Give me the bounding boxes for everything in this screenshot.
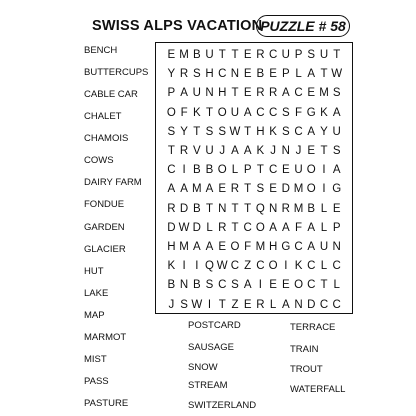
grid-letter: C <box>268 106 278 119</box>
grid-letter: R <box>268 87 278 100</box>
grid-letter: S <box>231 279 239 292</box>
grid-letter: Q <box>205 260 214 273</box>
grid-letter: A <box>231 145 239 157</box>
grid-letter: F <box>295 106 303 119</box>
grid-letter: T <box>320 279 328 292</box>
grid-letter: T <box>231 87 239 100</box>
grid-letter: L <box>269 298 277 311</box>
grid-letter: N <box>268 202 278 215</box>
grid-letter: J <box>168 298 175 311</box>
word-list-item: FONDUE <box>84 199 125 210</box>
grid-letter: C <box>218 279 227 292</box>
grid-letter: R <box>230 183 240 196</box>
grid-letter: T <box>193 125 201 138</box>
grid-letter: H <box>256 125 265 138</box>
grid-letter: S <box>192 68 201 81</box>
grid-letter: B <box>192 164 201 177</box>
grid-letter: A <box>281 298 290 311</box>
grid-letter: A <box>180 183 188 196</box>
grid-letter: F <box>180 106 188 119</box>
grid-letter: C <box>294 125 303 138</box>
grid-letter: Q <box>255 202 265 215</box>
grid-letter: H <box>268 241 278 253</box>
grid-row <box>156 64 352 84</box>
grid-letter: P <box>167 87 176 100</box>
grid-letter: N <box>332 241 341 253</box>
grid-letter: T <box>320 145 328 157</box>
grid-letter: E <box>332 202 341 215</box>
word-list-item: BENCH <box>84 45 118 56</box>
grid-letter: E <box>218 183 227 196</box>
grid-letter: S <box>167 125 176 138</box>
grid-letter: D <box>179 202 189 215</box>
grid-letter: H <box>167 241 176 253</box>
grid-letter: U <box>319 241 329 253</box>
grid-letter: U <box>294 164 303 177</box>
grid-letter: S <box>180 298 188 311</box>
grid-letter: O <box>166 106 176 119</box>
grid-letter: I <box>182 164 186 177</box>
grid-letter: U <box>230 106 240 119</box>
grid-letter: L <box>333 279 340 292</box>
grid-letter: C <box>332 298 341 311</box>
grid-row <box>156 83 352 103</box>
word-list-item: PASS <box>84 376 109 387</box>
grid-letter: E <box>281 279 290 292</box>
grid-letter: M <box>293 183 304 196</box>
grid-letter: K <box>269 125 277 138</box>
grid-letter: T <box>320 68 328 81</box>
word-list-item: CABLE CAR <box>84 89 138 100</box>
grid-letter: I <box>284 260 288 273</box>
grid-letter: N <box>205 87 214 100</box>
grid-row <box>156 256 352 276</box>
grid-letter: E <box>243 298 252 311</box>
grid-letter: B <box>205 164 214 177</box>
grid-row <box>156 218 352 238</box>
grid-letter: P <box>243 164 252 177</box>
word-list-item: GARDEN <box>84 222 125 233</box>
grid-letter: I <box>322 183 326 196</box>
grid-letter: O <box>306 183 316 196</box>
word-list-item: SWITZERLAND <box>188 400 257 411</box>
grid-letter: W <box>178 221 190 234</box>
grid-letter: T <box>244 125 252 138</box>
grid-letter: E <box>307 145 316 157</box>
grid-letter: E <box>167 49 176 61</box>
grid-letter: C <box>294 87 303 100</box>
grid-letter: A <box>180 87 188 100</box>
grid-letter: U <box>205 145 214 157</box>
grid-letter: S <box>307 49 316 61</box>
grid-letter: C <box>167 164 176 177</box>
grid-letter: O <box>217 164 227 177</box>
grid-letter: B <box>192 279 201 292</box>
grid-letter: B <box>307 202 316 215</box>
grid-letter: L <box>295 68 302 81</box>
grid-letter: P <box>294 49 303 61</box>
grid-row <box>156 237 352 257</box>
word-list-item: POSTCARD <box>188 320 241 331</box>
word-list-item: TRAIN <box>290 344 319 355</box>
grid-letter: L <box>320 202 328 215</box>
grid-letter: T <box>206 106 214 119</box>
grid-letter: P <box>281 68 290 81</box>
grid-letter: K <box>256 145 265 157</box>
word-list-item: MARMOT <box>84 332 127 343</box>
grid-row <box>156 179 352 199</box>
grid-letter: R <box>256 49 265 61</box>
grid-letter: O <box>294 279 304 292</box>
grid-letter: S <box>205 279 214 292</box>
grid-letter: L <box>320 260 328 273</box>
grid-letter: R <box>256 87 265 100</box>
grid-letter: A <box>205 241 214 253</box>
grid-letter: S <box>205 125 214 138</box>
grid-letter: L <box>320 221 328 234</box>
grid-letter: T <box>218 298 226 311</box>
grid-row <box>156 275 352 295</box>
grid-letter: J <box>219 145 226 157</box>
word-list-item: GLACIER <box>84 244 126 255</box>
grid-letter: O <box>306 164 316 177</box>
grid-letter: O <box>230 241 240 253</box>
grid-letter: R <box>179 68 189 81</box>
grid-letter: C <box>218 68 227 81</box>
grid-letter: F <box>295 221 303 234</box>
grid-letter: C <box>256 106 265 119</box>
word-list-item: MAP <box>84 310 105 321</box>
grid-letter: E <box>243 68 252 81</box>
grid-letter: M <box>179 241 189 253</box>
grid-letter: J <box>270 145 276 157</box>
grid-letter: K <box>294 260 303 273</box>
grid-letter: I <box>182 260 186 273</box>
grid-letter: N <box>230 68 240 81</box>
grid-letter: H <box>205 68 214 81</box>
grid-letter: A <box>307 125 316 138</box>
grid-row <box>156 122 352 142</box>
grid-row <box>156 45 352 65</box>
word-list-item: CHAMOIS <box>84 133 129 144</box>
grid-letter: P <box>332 221 341 234</box>
grid-letter: U <box>281 49 290 61</box>
word-list-item: LAKE <box>84 288 109 299</box>
grid-letter: T <box>333 49 341 61</box>
grid-letter: T <box>231 202 239 215</box>
grid-letter: E <box>281 164 290 177</box>
grid-letter: F <box>244 241 252 253</box>
grid-letter: C <box>256 260 265 273</box>
grid-letter: A <box>281 87 290 100</box>
grid-letter: S <box>332 87 341 100</box>
grid-letter: O <box>217 106 227 119</box>
word-list-item: DAIRY FARM <box>84 177 142 188</box>
grid-letter: O <box>268 260 278 273</box>
grid-letter: T <box>256 164 264 177</box>
word-list-item: TROUT <box>290 364 323 375</box>
grid-letter: M <box>192 183 202 196</box>
grid-letter: A <box>205 183 214 196</box>
grid-letter: A <box>243 279 252 292</box>
grid-letter: S <box>256 183 265 196</box>
grid-letter: W <box>331 68 343 81</box>
grid-letter: R <box>281 202 290 215</box>
grid-letter: U <box>332 125 341 138</box>
grid-letter: R <box>256 298 265 311</box>
grid-letter: E <box>269 279 277 292</box>
grid-letter: B <box>192 49 201 61</box>
grid-letter: N <box>179 279 189 292</box>
grid-letter: A <box>167 183 176 196</box>
grid-letter: B <box>167 279 176 292</box>
grid-letter: A <box>269 221 277 234</box>
grid-letter: I <box>258 279 262 292</box>
grid-letter: A <box>307 68 316 81</box>
grid-letter: M <box>179 49 189 61</box>
grid-letter: N <box>218 202 227 215</box>
word-list-item: SAUSAGE <box>188 342 234 353</box>
grid-letter: J <box>295 145 302 157</box>
grid-letter: L <box>231 164 239 177</box>
grid-letter: M <box>255 241 266 253</box>
grid-letter: T <box>231 49 239 61</box>
word-list-item: MIST <box>84 354 107 365</box>
grid-letter: S <box>218 125 227 138</box>
grid-letter: E <box>218 241 227 253</box>
grid-letter: W <box>191 298 203 311</box>
grid-letter: R <box>218 221 227 234</box>
grid-letter: G <box>306 106 316 119</box>
grid-letter: N <box>281 145 290 157</box>
grid-letter: D <box>192 221 201 234</box>
grid-letter: U <box>192 87 201 100</box>
grid-letter: A <box>243 106 252 119</box>
grid-letter: S <box>281 125 290 138</box>
grid-letter: C <box>243 221 252 234</box>
grid-letter: K <box>320 106 328 119</box>
grid-letter: I <box>195 260 199 273</box>
grid-letter: D <box>307 298 316 311</box>
grid-letter: E <box>243 87 252 100</box>
grid-letter: T <box>206 202 214 215</box>
grid-row <box>156 160 352 180</box>
grid-letter: I <box>207 298 212 311</box>
word-list-item: PASTURE <box>84 398 129 409</box>
grid-letter: C <box>332 260 341 273</box>
grid-letter: C <box>230 260 240 273</box>
grid-letter: D <box>167 221 176 234</box>
grid-letter: V <box>192 145 201 157</box>
grid-letter: W <box>229 125 241 138</box>
grid-letter: B <box>192 202 201 215</box>
grid-letter: C <box>268 49 278 61</box>
grid-letter: A <box>243 145 252 157</box>
grid-row <box>156 141 352 161</box>
grid-letter: C <box>319 298 329 311</box>
grid-letter: W <box>216 260 228 273</box>
grid-letter: T <box>244 202 252 215</box>
grid-letter: T <box>167 145 175 157</box>
grid-letter: T <box>218 49 226 61</box>
grid-letter: O <box>255 221 265 234</box>
grid-letter: D <box>281 183 290 196</box>
grid-letter: A <box>332 106 341 119</box>
word-list-item: COWS <box>84 155 114 166</box>
grid-letter: S <box>332 145 341 157</box>
letter-grid <box>155 42 353 314</box>
grid-letter: I <box>322 164 326 177</box>
grid-row <box>156 199 352 219</box>
grid-letter: T <box>244 183 252 196</box>
grid-letter: K <box>192 106 201 119</box>
grid-letter: N <box>294 298 303 311</box>
grid-letter: A <box>281 221 290 234</box>
grid-letter: C <box>307 279 316 292</box>
grid-letter: A <box>307 241 316 253</box>
word-list-item: BUTTERCUPS <box>84 67 149 78</box>
grid-letter: M <box>293 202 304 215</box>
grid-letter: E <box>307 87 316 100</box>
grid-letter: K <box>167 260 176 273</box>
grid-row <box>156 103 352 123</box>
puzzle-number-badge: PUZZLE # 58 <box>256 15 350 37</box>
grid-letter: U <box>319 49 329 61</box>
grid-letter: T <box>231 221 239 234</box>
grid-letter: Z <box>231 298 239 311</box>
grid-letter: B <box>256 68 265 81</box>
grid-letter: Y <box>167 68 176 81</box>
grid-letter: A <box>332 164 341 177</box>
grid-letter: E <box>243 49 252 61</box>
grid-letter: Y <box>320 125 328 138</box>
word-list-item: TERRACE <box>290 322 336 333</box>
grid-letter: L <box>206 221 213 234</box>
grid-letter: M <box>319 87 329 100</box>
grid-letter: R <box>167 202 176 215</box>
word-list-item: SNOW <box>188 362 218 373</box>
grid-letter: E <box>269 183 277 196</box>
grid-letter: R <box>179 145 189 157</box>
grid-letter: H <box>218 87 227 100</box>
grid-letter: C <box>294 241 303 253</box>
grid-row <box>156 295 352 315</box>
grid-letter: G <box>281 241 291 253</box>
word-list-item: WATERFALL <box>290 384 346 395</box>
word-list-item: HUT <box>84 266 104 277</box>
grid-letter: A <box>307 221 316 234</box>
word-list-item: STREAM <box>188 380 228 391</box>
word-list-item: CHALET <box>84 111 122 122</box>
grid-letter: Y <box>180 125 188 138</box>
grid-letter: E <box>269 68 277 81</box>
puzzle-title: SWISS ALPS VACATION <box>92 18 263 34</box>
grid-letter: G <box>332 183 342 196</box>
grid-letter: S <box>281 106 290 119</box>
grid-letter: A <box>192 241 201 253</box>
grid-letter: C <box>268 164 278 177</box>
grid-letter: C <box>307 260 316 273</box>
grid-letter: U <box>205 49 214 61</box>
grid-letter: Z <box>244 260 252 273</box>
